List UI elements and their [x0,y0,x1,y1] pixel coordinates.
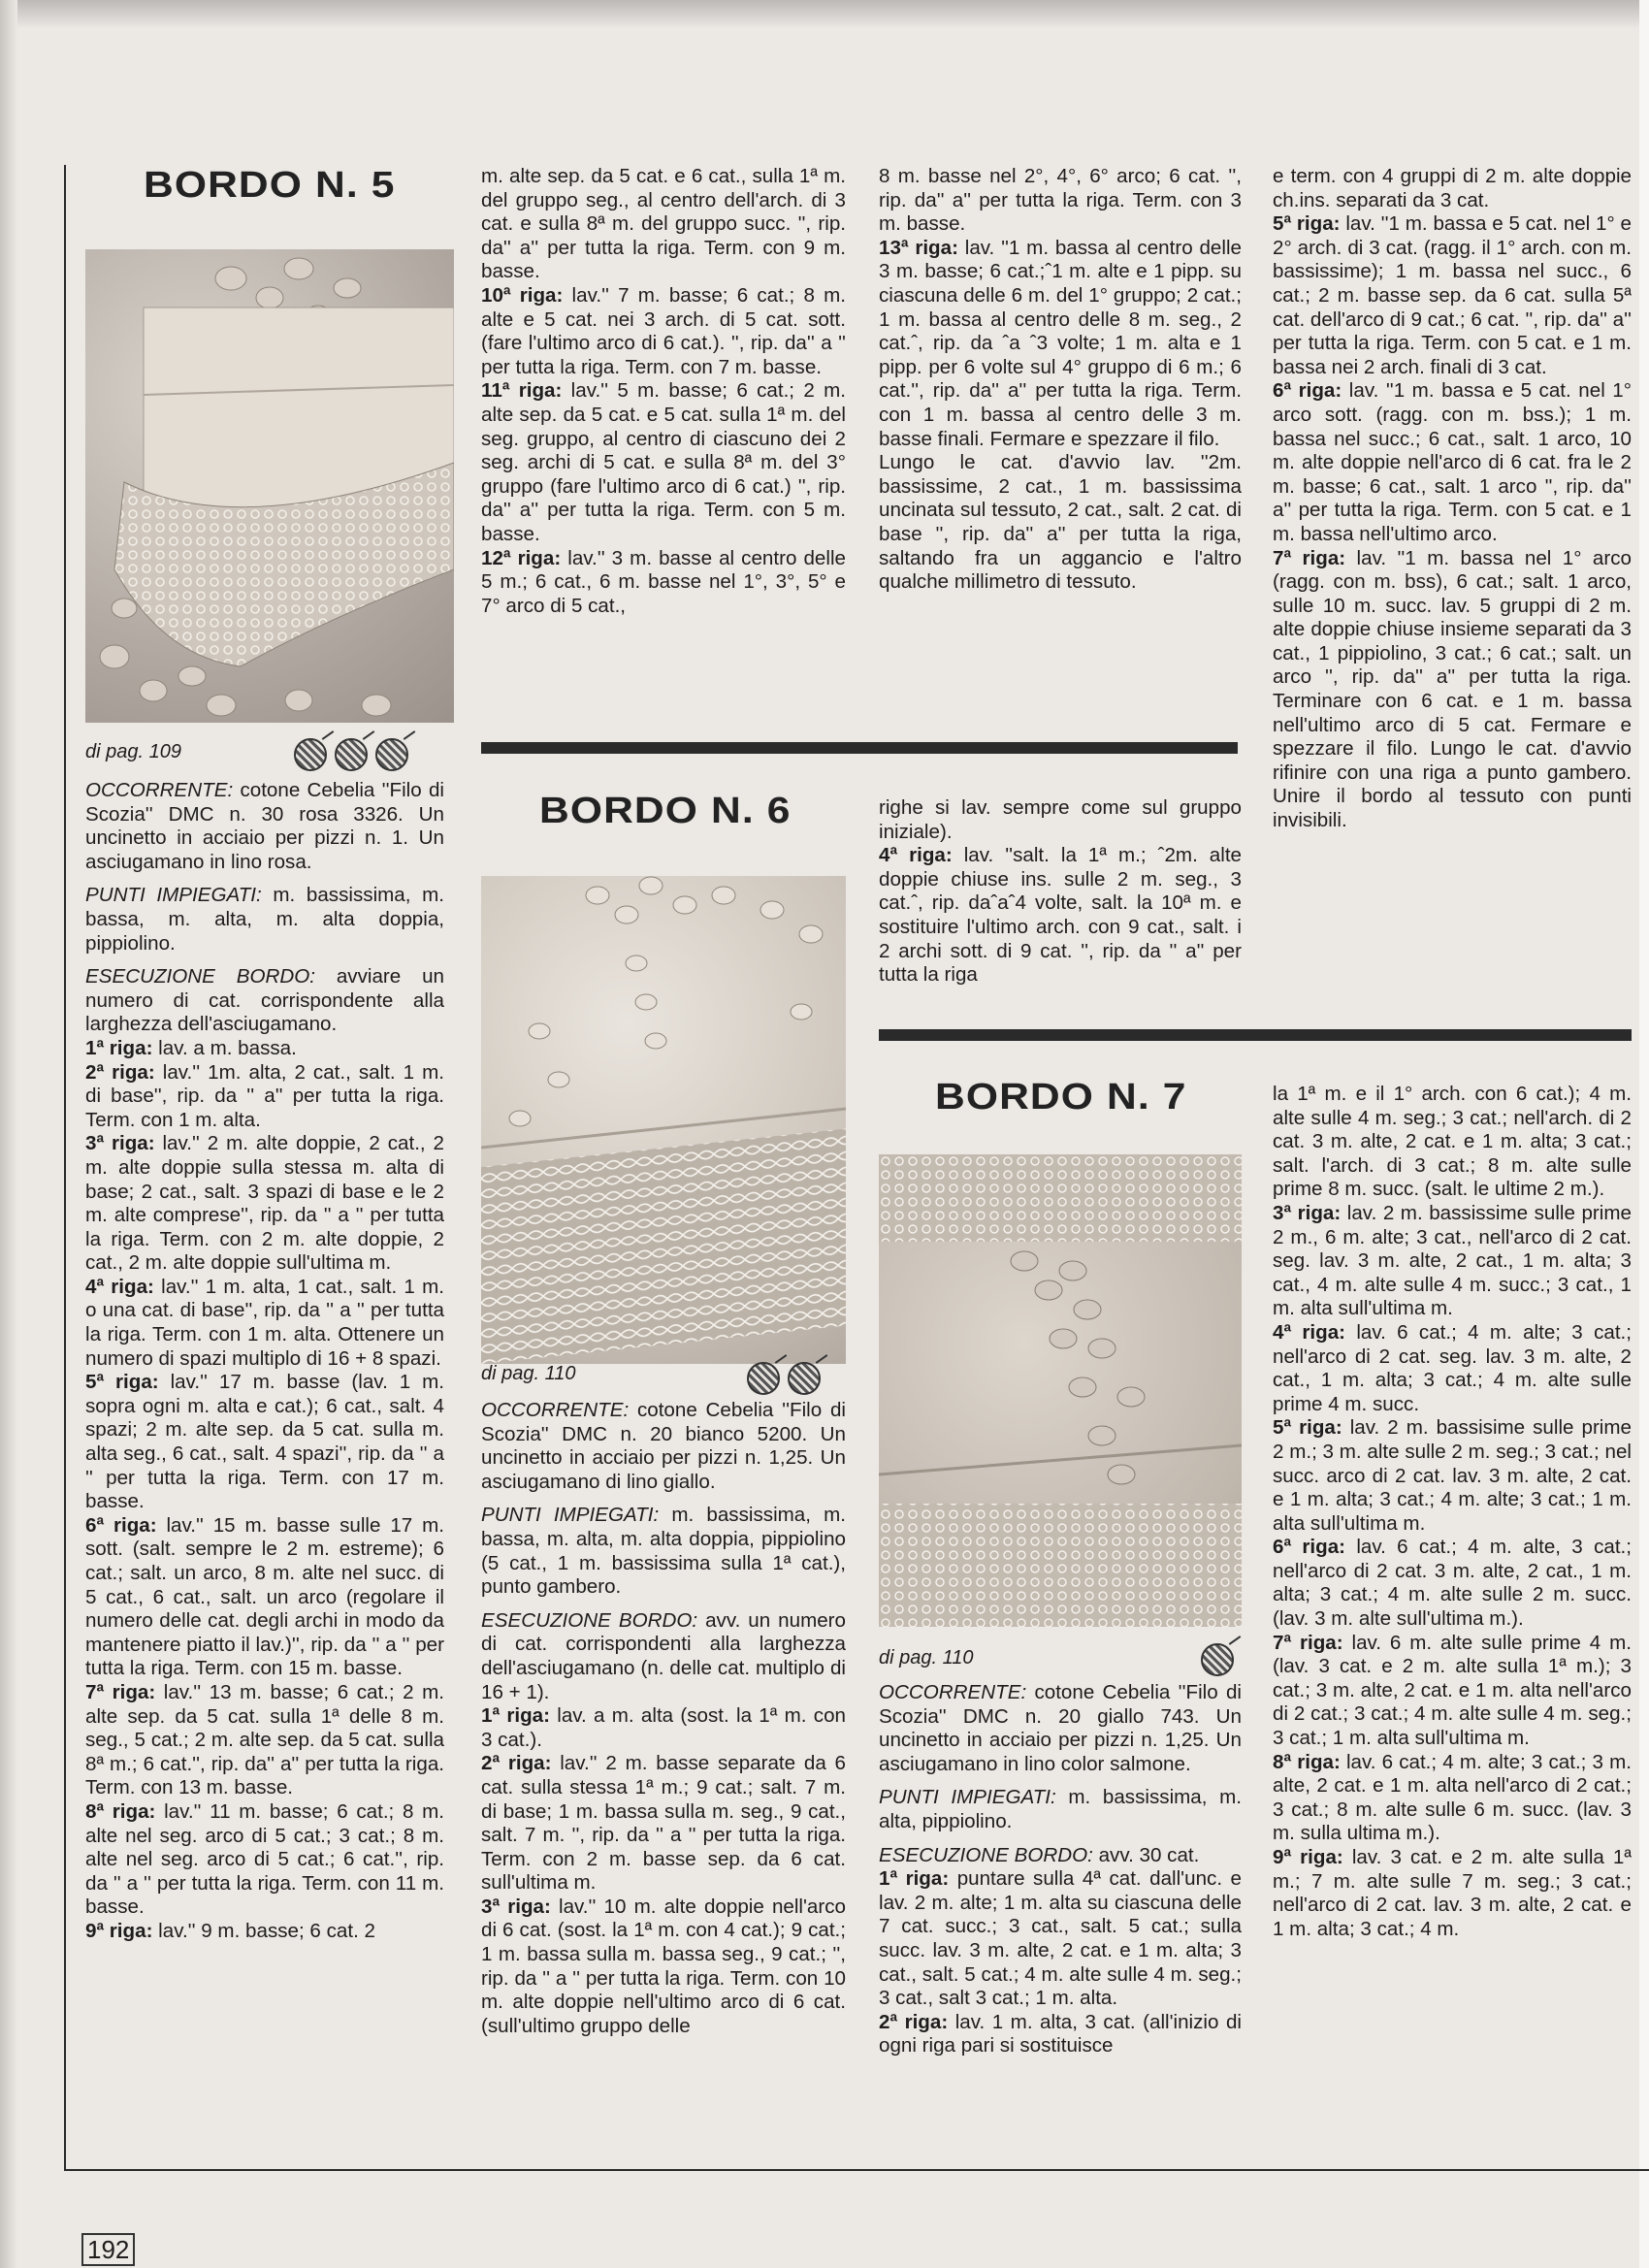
bordo5-text: m. alte sep. da 5 cat. e 6 cat., sulla 1ª m. del gruppo seg., al centro dell'arch. di 3 cat. e sulla 8ª m. del gruppo succ. '', rip. da'' a'' per tutta la riga. Term. con 9 m. basse. [481,165,846,283]
bordo7-caption: di pag. 110 [879,1647,974,1669]
bordo6-esecuzione: ESECUZIONE BORDO: avv. un numero di cat. corrispondenti alla larghezza dell'asciugamano (n. delle cat. multiplo di 16 + 1). [481,1608,846,1703]
bordo7-punti: PUNTI IMPIEGATI: m. bassissima, m. alta, pippiolino. [879,1786,1242,1832]
bordo5-caption: di pag. 109 [85,741,181,762]
bordo5-riga: 11ª riga: lav.'' 5 m. basse; 6 cat.; 2 m. alte sep. da 5 cat. e 5 cat. sulla 1ª m. del seg. gruppo, al centro di ciascuno dei 2 seg. archi di 5 cat. e sulla 8ª m. del 3° gruppo (fare l'ultimo arco di 6 cat.) '', rip. da'' a'' per tutta la riga. Term. con 5 m. basse. [481,379,846,545]
bordo5-column-3 [879,165,1242,718]
bordo6-riga: 2ª riga: lav.'' 2 m. basse separate da 6 cat. sulla stessa 1ª m.; 9 cat.; salt. 7 m. di base; 1 m. bassa sulla m. seg., 9 cat., salt. 7 m. '', rip. da '' a '' per tutta la riga. Term. con 2 m. basse sep. da 6 cat. sull'ultima m. [481,1752,846,1895]
bordo7-riga: 1ª riga: puntare sulla 4ª cat. dall'unc. e lav. 2 m. alte; 1 m. alta su ciascuna delle 7 cat. succ.; 3 cat., salt. 5 cat.; sulla succ. lav. 3 m. alte, 2 cat. e 1 m. alta; 3 cat., salt. 5 cat.; 4 m. alte sulle 4 m. seg.; 3 cat., salt 3 cat.; 1 m. alta. [879,1867,1242,2010]
bordo6-caption: di pag. 110 [481,1363,576,1384]
bordo6-photo [481,876,846,1364]
bordo5-riga: 6ª riga: lav. ''1 m. bassa e 5 cat. nel 1° arco sott. (ragg. con m. bss.); 1 m. bassa nel succ.; 6 cat., salt. 1 arco, 10 m. alte doppie nell'arco di 6 cat. fra le 2 m. basse; 6 cat., salt. 1 arco '', rip. da'' a'' per tutta la riga. Term. con 5 cat. e 1 m. bassa nell'ultimo arco. [1273,379,1632,545]
bordo5-riga: 7ª riga: lav. ''1 m. bassa nel 1° arco (ragg. con m. bss), 6 cat.; salt. 1 arco, sulle 10 m. succ. lav. 5 gruppi di 2 m. alte doppie chiuse insieme separati da 3 cat., 1 pippiolino, 3 cat.; 6 cat.; salt. un arco '', rip. da'' a'' per tutta la riga. Terminare con 6 cat. e 1 m. bassa nell'ultimo arco di 5 cat. Fermare e spezzare il filo. Lungo le cat. d'avvio rifinire con una riga a punto gambero. Unire il bordo al tessuto con punti invisibili. [1273,546,1632,832]
bordo5-esecuzione: ESECUZIONE BORDO: avviare un numero di cat. corrispondente alla larghezza dell'asciugamano. [85,965,444,1036]
bordo5-riga: 12ª riga: lav.'' 3 m. basse al centro delle 5 m.; 6 cat., 6 m. basse nel 1°, 3°, 5° e 7° arco di 5 cat., [481,546,846,617]
bordo5-riga: 9ª riga: lav.'' 9 m. basse; 6 cat. 2 [85,1919,375,1942]
bordo5-riga: 3ª riga: lav.'' 2 m. alte doppie, 2 cat., 2 m. alte doppie sulla stessa m. alta di base; 2 cat., salt. 3 spazi di base e le 2 m. alte comprese'', rip. da '' a '' per tutta la riga. Term. con 2 m. alte doppie, 2 cat., 2 m. alte doppie sull'ultima m. [85,1132,444,1275]
section-divider [879,1029,1632,1041]
bordo5-difficulty [294,738,408,771]
bordo7-riga: 5ª riga: lav. 2 m. bassisime sulle prime 2 m.; 3 m. alte sulle 2 m. seg.; 3 cat.; nel succ. arco di 2 cat. lav. 3 m. alte, 2 cat. e 1 m. alta; 3 cat.; 4 m. alte; 3 cat.; 1 m. alta sull'ultima m. [1273,1416,1632,1535]
bordo5-riga: 5ª riga: lav. ''1 m. bassa e 5 cat. nel 1° e 2° arch. di 3 cat. (ragg. il 1° arch. con m. bassissime); 1 m. bassa nel succ., 6 cat.; 2 m. basse sep. da 6 cat. sulla 5ª cat. dell'arco di 9 cat.; 6 cat. '', rip. da'' a'' per tutta la riga. Term. con 5 cat. e 1 m. bassa nei 2 arch. finali di 3 cat. [1273,212,1632,378]
bordo5-punti: PUNTI IMPIEGATI: m. bassissima, m. bassa, m. alta, m. alta doppia, pippiolino. [85,884,444,955]
bordo6-title: BORDO N. 6 [539,791,792,831]
bordo5-column-2 [481,165,846,718]
bordo5-text: e term. con 4 gruppi di 2 m. alte doppie ch.ins. separati da 3 cat. [1273,165,1632,211]
bordo6-photo-art [481,876,846,1364]
bordo5-riga: 6ª riga: lav.'' 15 m. basse sulle 17 m. sott. (salt. sempre le 2 m. estreme); 6 cat.; salt. un arco, 8 m. alte nel succ. di 5 cat., 6 cat., salt. un arco (regolare il numero delle cat. degli archi in modo da mantenere piatto il lav.)'', rip. da '' a '' per tutta la riga. Term. con 15 m. basse. [85,1513,444,1680]
yarn-ball-icon [747,1362,780,1395]
bordo7-occorrente: OCCORRENTE: cotone Cebelia ''Filo di Scozia'' DMC n. 20 giallo 743. Un uncinetto in acciaio per pizzi n. 1,25. Un asciugamano in lino color salmone. [879,1681,1242,1775]
page-top-shadow [0,0,1649,27]
bordo5-title: BORDO N. 5 [144,165,396,206]
bordo5-riga: 1ª riga: lav. a m. bassa. [85,1036,297,1059]
bordo6-riga: 3ª riga: lav.'' 10 m. alte doppie nell'arco di 6 cat. (sost. la 1ª m. con 4 cat.); 9 cat.; 1 m. bassa sulla m. bassa seg., 9 cat.; '', rip. da '' a '' per tutta la riga. Term. con 10 m. alte doppie nell'ultimo arco di 6 cat. (sull'ultimo gruppo delle [481,1895,846,2037]
bordo5-text: 8 m. basse nel 2°, 4°, 6° arco; 6 cat. '', rip. da'' a'' per tutta la riga. Term. con 3 m. basse. [879,165,1242,236]
bordo7-difficulty [1201,1643,1234,1676]
bordo6-riga: 4ª riga: lav. ''salt. la 1ª m.; ˆ2m. alte doppie chiuse ins. sulle 2 m. seg., 3 cat.ˆ, rip. daˆaˆ4 volte, salt. la 10ª m. e sostituire l'ultimo arch. con 9 cat., salt. i 2 archi sott. di 9 cat. '', rip. da '' a'' per tutta la riga [879,844,1242,987]
bordo6-difficulty [747,1362,821,1395]
bordo6-riga: 1ª riga: lav. a m. alta (sost. la 1ª m. con 3 cat.). [481,1704,846,1751]
bordo7-riga: 6ª riga: lav. 6 cat.; 4 m. alte, 3 cat.; nell'arco di 2 cat. 3 m. alte, 2 cat., 1 m. alta; 3 cat.; 4 m. alte sulle 2 m. succ. (lav. 3 m. alte sull'ultima m.). [1273,1536,1632,1631]
bordo5-riga: 2ª riga: lav.'' 1m. alta, 2 cat., salt. 1 m. di base'', rip. da '' a'' per tutta la riga. Term. con 1 m. alta. [85,1060,444,1131]
bordo7-title: BORDO N. 7 [935,1077,1187,1118]
bordo6-column-2 [879,796,1242,1000]
bordo6-punti: PUNTI IMPIEGATI: m. bassissima, m. bassa, m. alta, m. alta doppia, pippiolino (5 cat., 1 m. bassissima sulla 1ª cat.), punto gambero. [481,1504,846,1599]
bordo5-text: Lungo le cat. d'avvio lav. ''2m. bassissime, 2 cat., 1 m. bassissima uncinata sul tessuto, 2 cat., salt. 2 cat. di base '', rip. da'' a'' per tutta la riga, saltando fra un aggancio e l'altro qualche millimetro di tessuto. [879,451,1242,594]
page-number: 192 [81,2233,135,2266]
yarn-ball-icon [1201,1643,1234,1676]
yarn-ball-icon [294,738,327,771]
bordo5-occorrente: OCCORRENTE: cotone Cebelia ''Filo di Scozia'' DMC n. 30 rosa 3326. Un uncinetto in acciaio per pizzi n. 1. Un asciugamano in lino rosa. [85,779,444,873]
yarn-ball-icon [375,738,408,771]
bordo7-riga: 7ª riga: lav. 6 m. alte sulle prime 4 m. (lav. 3 cat. e 2 m. alte sulla 1ª m.); 3 cat.; 3 m. alte, 2 cat. e 1 m. alta nell'arco di 2 cat.; 3 cat.; 4 m. alte sulle 4 m. seg.; 3 cat.; 1 m. alta sull'ultima m. [1273,1631,1632,1750]
bordo5-column-4 [1273,165,1632,1009]
bordo5-riga: 8ª riga: lav.'' 11 m. basse; 6 cat.; 8 m. alte nel seg. arco di 5 cat.; 3 cat.; 8 m. alte nel seg. arco di 5 cat.; 6 cat.'', rip. da '' a '' per tutta la riga. Term. con 11 m. basse. [85,1799,444,1919]
bordo5-riga: 4ª riga: lav.'' 1 m. alta, 1 cat., salt. 1 m. o una cat. di base'', rip. da '' a '' per tutta la riga. Term. con 1 m. alta. Ottenere un numero di spazi multiplo di 16 + 8 spazi. [85,1275,444,1370]
bordo5-photo [85,249,454,723]
bordo7-riga: 3ª riga: lav. 2 m. bassissime sulle prime 2 m., 6 m. alte; 3 cat., nell'arco di 2 cat. seg. lav. 3 m. alte, 2 cat., 1 m. alta; 3 cat., 4 m. alte sulle 4 m. succ.; 3 cat., 1 m. alta sull'ultima m. [1273,1201,1632,1320]
yarn-ball-icon [335,738,368,771]
bordo5-column-1 [85,779,444,2166]
bordo5-riga: 13ª riga: lav. ''1 m. bassa al centro delle 3 m. basse; 6 cat.;ˆ1 m. alte e 1 pipp. su ciascuna delle 6 m. del 1° gruppo; 2 cat.; 1 m. bassa al centro delle 8 m. seg., 2 cat.ˆ, rip. da ˆa ˆ3 volte; 1 m. alta e 1 pipp. per 6 volte sul 4° gruppo di 6 m.; 6 cat.'', rip. da'' a'' per tutta la riga. Term. con 1 m. bassa al centro delle 3 m. basse finali. Fermare e spezzare il filo. [879,236,1242,450]
bordo7-text: la 1ª m. e il 1° arch. con 6 cat.); 4 m. alte sulle 4 m. seg.; 3 cat.; nell'arch. di 2 cat. 3 m. alte, 2 cat. e 1 m. alta; 3 cat.; salt. l'arch. di 3 cat.; 8 m. alte sulle prime 8 m. succ. (salt. le ultime 2 m.). [1273,1083,1632,1201]
bordo7-column-2 [1273,1083,1632,2165]
bordo6-column-1 [481,1399,846,2165]
bordo7-riga: 9ª riga: lav. 3 cat. e 2 m. alte sulla 1ª m.; 7 m. alte sulle 7 m. seg.; 3 cat.; nell'arco di 2 cat. lav. 3 m. alte, 2 cat. e 1 m. alta; 3 cat.; 4 m. [1273,1846,1632,1940]
bordo6-occorrente: OCCORRENTE: cotone Cebelia ''Filo di Scozia'' DMC n. 20 bianco 5200. Un uncinetto in acciaio per pizzi n. 1,25. Un asciugamano di lino giallo. [481,1399,846,1493]
bordo5-photo-art [85,249,454,723]
bordo5-riga: 7ª riga: lav.'' 13 m. basse; 6 cat.; 2 m. alte sep. da 5 cat. sulla 1ª delle 8 m. seg., 5 cat.; 2 m. alte sep. da 5 cat. sulla 8ª m.; 6 cat.'', rip. da'' a'' per tutta la riga. Term. con 13 m. basse. [85,1680,444,1799]
section-divider [481,742,1238,754]
bordo6-text: righe si lav. sempre come sul gruppo iniziale). [879,796,1242,843]
yarn-ball-icon [788,1362,821,1395]
bordo7-riga: 2ª riga: lav. 1 m. alta, 3 cat. (all'inizio di ogni riga pari si sostituisce [879,2010,1242,2057]
bordo7-riga: 8ª riga: lav. 6 cat.; 4 m. alte; 3 cat.; 3 m. alte, 2 cat. e 1 m. alta nell'arco di 2 cat.; 3 cat.; 8 m. alte sulle 6 m. succ. (lav. 3 m. sulla ultima m.). [1273,1750,1632,1845]
bordo7-photo-art [879,1154,1242,1627]
bordo5-riga: 10ª riga: lav.'' 7 m. basse; 6 cat.; 8 m. alte e 5 cat. nei 3 arch. di 5 cat. sott. (fare l'ultimo arco di 6 cat.). '', rip. da'' a '' per tutta la riga. Term. con 7 m. basse. [481,283,846,378]
bordo7-esecuzione: ESECUZIONE BORDO: avv. 30 cat. [879,1843,1200,1866]
page-left-shadow [0,0,17,2268]
bordo5-riga: 5ª riga: lav.'' 17 m. basse (lav. 1 m. sopra ogni m. alta e cat.); 6 cat., salt. 4 spazi; 2 m. alte sep. da 5 cat. sulla m. alta seg., 6 cat., salt. 4 spazi'', rip. da '' a '' per tutta la riga. Term. con 17 m. basse. [85,1371,444,1513]
bordo7-photo [879,1154,1242,1627]
bordo7-column-1 [879,1681,1242,2166]
bordo7-riga: 4ª riga: lav. 6 cat.; 4 m. alte; 3 cat.; nell'arco di 2 cat. seg. lav. 3 m. alte, 2 cat., 1 m. alta; 3 cat.; 4 m. alte sulle prime 4 m. succ. [1273,1320,1632,1415]
